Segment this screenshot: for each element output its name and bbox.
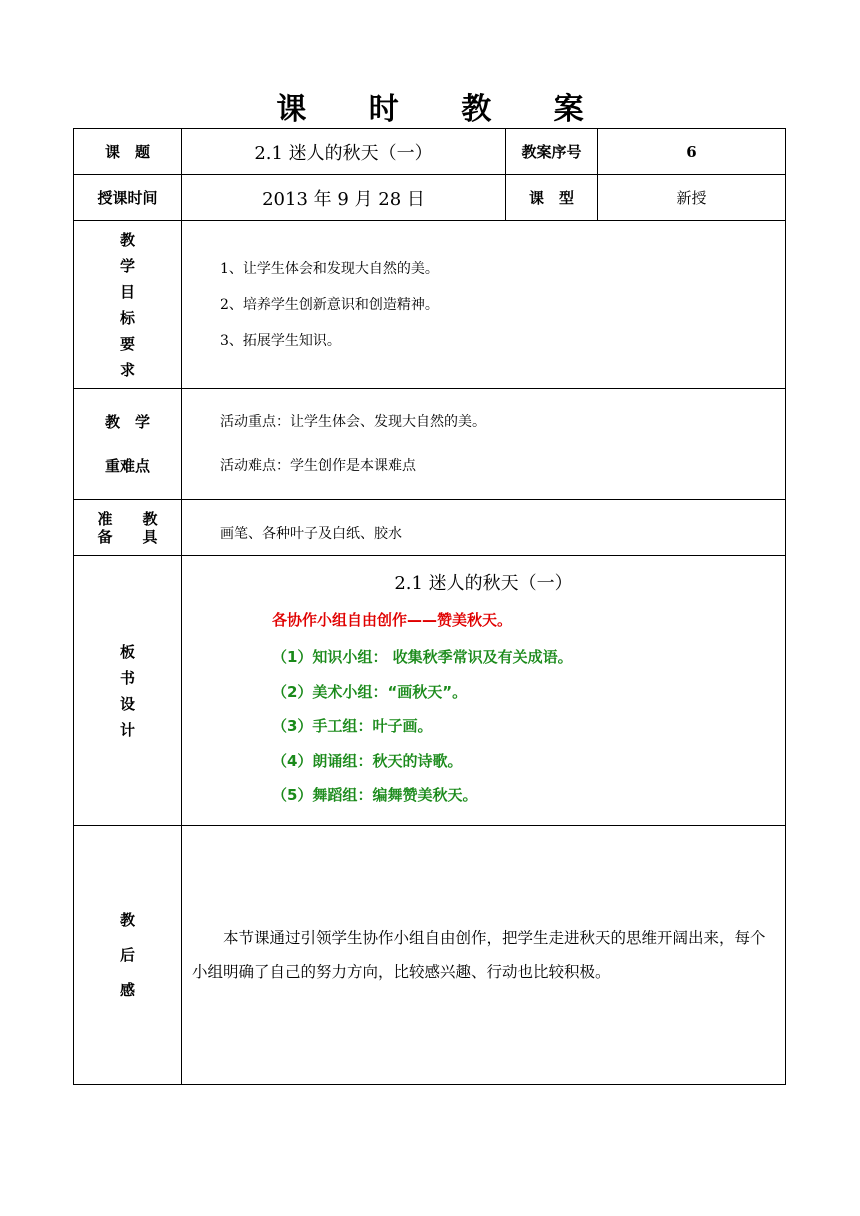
key-points-row	[74, 389, 786, 500]
board-item: （4）朗诵组：秋天的诗歌。	[272, 751, 463, 770]
goal-item: 3、拓展学生知识。	[220, 332, 341, 349]
preparation-label	[74, 500, 182, 556]
topic-row	[74, 129, 786, 175]
type-label: 课 型	[506, 175, 598, 221]
time-label: 授课时间	[74, 175, 182, 221]
goals-label-char: 教	[119, 230, 135, 249]
goals-label-char: 标	[119, 308, 135, 327]
topic-label: 课 题	[74, 129, 182, 175]
key-points-label	[74, 389, 182, 500]
preparation-label-line1: 准 教	[97, 509, 158, 528]
goal-item: 2、培养学生创新意识和创造精神。	[220, 296, 439, 313]
board-row	[74, 556, 786, 826]
reflection-row	[74, 826, 786, 1085]
topic-value: 2.1 迷人的秋天（一）	[182, 129, 506, 175]
goals-label-char: 要	[119, 334, 135, 353]
sequence-value: 6	[598, 129, 786, 175]
sequence-label: 教案序号	[506, 129, 598, 175]
board-label-char: 设	[119, 694, 135, 713]
goals-row	[74, 221, 786, 389]
time-value: 2013 年 9 月 28 日	[182, 175, 506, 221]
reflection-text: 本节课通过引领学生协作小组自由创作，把学生走进秋天的思维开阔出来，每个小组明确了自己的努力方向，比较感兴趣、行动也比较积极。	[182, 826, 786, 1085]
board-label-char: 计	[119, 720, 135, 739]
board-items	[272, 640, 785, 813]
preparation-label-line2: 备 具	[97, 527, 158, 546]
type-value: 新授	[598, 175, 786, 221]
focus-point: 活动重点：让学生体会、发现大自然的美。	[220, 414, 486, 430]
board-subtitle: 各协作小组自由创作——赞美秋天。	[272, 611, 513, 629]
reflection-label	[74, 826, 182, 1085]
reflection-label-char: 后	[119, 945, 135, 964]
board-item: （1）知识小组： 收集秋季常识及有关成语。	[272, 648, 573, 666]
key-points-content	[182, 389, 786, 500]
time-row	[74, 175, 786, 221]
board-item: （2）美术小组：“画秋天”。	[272, 682, 468, 701]
board-title: 2.1 迷人的秋天（一）	[394, 573, 573, 594]
reflection-label-char: 感	[119, 980, 135, 999]
goals-label	[74, 221, 182, 389]
board-item: （5）舞蹈组：编舞赞美秋天。	[272, 786, 478, 804]
reflection-label-char: 教	[119, 910, 135, 929]
preparation-value: 画笔、各种叶子及白纸、胶水	[182, 500, 786, 556]
difficulty-point: 活动难点：学生创作是本课难点	[220, 458, 416, 474]
goals-label-char: 求	[119, 360, 135, 379]
board-label-char: 板	[119, 642, 135, 661]
goal-item: 1、让学生体会和发现大自然的美。	[220, 260, 439, 277]
board-label-char: 书	[119, 668, 135, 687]
key-points-label-line2: 重难点	[104, 457, 150, 475]
goals-content	[182, 221, 786, 389]
goals-label-char: 目	[119, 282, 135, 301]
board-label	[74, 556, 182, 826]
board-item: （3）手工组：叶子画。	[272, 717, 433, 735]
page-title: 课 时 教 案	[276, 92, 610, 127]
board-content	[182, 556, 786, 826]
goals-label-char: 学	[119, 256, 135, 275]
preparation-row	[74, 500, 786, 556]
key-points-label-line1: 教 学	[104, 413, 150, 431]
lesson-plan-table	[73, 128, 786, 1085]
